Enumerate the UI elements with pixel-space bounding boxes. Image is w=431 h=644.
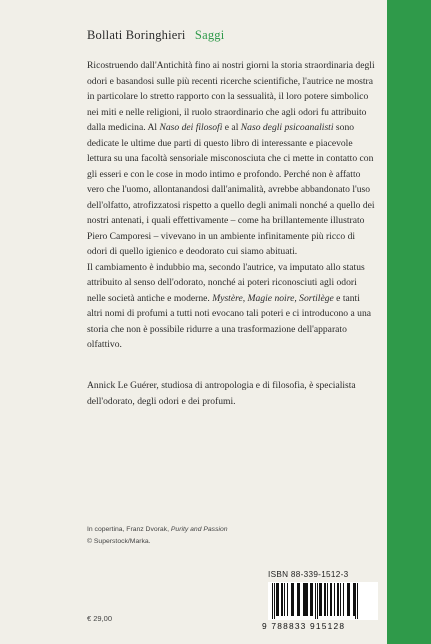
cover-header [87, 28, 224, 43]
text-run: e al [222, 122, 241, 133]
publisher-name: Bollati Boringhieri [87, 28, 186, 42]
italic-title: Naso degli psicoanalisti [240, 122, 334, 133]
isbn-label: ISBN 88-339-1512-3 [268, 570, 349, 579]
series-name: Saggi [194, 28, 225, 42]
ean-number: 9 788833 915128 [262, 621, 346, 631]
blurb-paragraph-1 [87, 58, 377, 260]
green-spine [387, 0, 431, 644]
blurb-text [87, 58, 377, 353]
barcode-icon [268, 582, 378, 620]
price: € 29,00 [87, 614, 113, 623]
cover-credit-prefix: In copertina, Franz Dvorak, [87, 526, 171, 533]
italic-title: Naso dei filosofi [159, 122, 223, 133]
cover-credit-line-1 [87, 524, 327, 536]
text-run: Ricostruendo dall'Antichità fino ai nostri giorni la storia straordinaria degli odori e basandosi sulle più recenti ricerche scientifiche, l'autrice ne mostra in particolare lo stretto rapporto con la sessualità, il loro potere simbolico nei miti e nelle religioni, il ruolo straordinario che agli odori fu attribuito dalla medicina. Al [87, 60, 375, 133]
author-bio: Annick Le Guérer, studiosa di antropologia e di filosofia, è specialista dell'odorato, degli odori e dei profumi. [87, 380, 356, 407]
italic-title: Mystère, Magie noire, Sortilège [212, 292, 334, 304]
text-run: sono dedicate le ultime due parti di questo libro di interessante e piacevole lettura su una facoltà sensoriale misconosciuta che ci mette in contatto con gli esseri e con le cose in modo intimo e profondo. Perché non è affatto vero che l'uomo, allontanandosi dall'animalità, avrebbe abbandonato l'uso dell'olfatto, atrofizzatosi rispetto a quello degli animali nonché a quello dei nostri antenati, i quali effettivamente – come ha brillantemente illustrato Piero Camporesi – vivevano in un ambiente infinitamente più ricco di odori di quello igienico e deodorato cui siamo abituati. [87, 122, 375, 257]
cover-credit-title: Purity and Passion [170, 526, 228, 533]
blurb-paragraph-2 [87, 260, 377, 353]
cover-credit-line-2: © Superstock/Marka. [87, 538, 151, 545]
cover-credit [87, 524, 327, 548]
text-run: e tanti altri nomi di profumi a tutti noti evocano tali poteri e ci introducono a una storia che non è possibile ridurre a una trasformazione dell'apparato olfattivo. [87, 292, 372, 350]
text-run: Il cambiamento è indubbio ma, secondo l'autrice, va imputato allo status attribuito al senso dell'odorato, nonché ai poteri riconosciuti agli odori nelle società antiche e moderne. [87, 261, 365, 304]
